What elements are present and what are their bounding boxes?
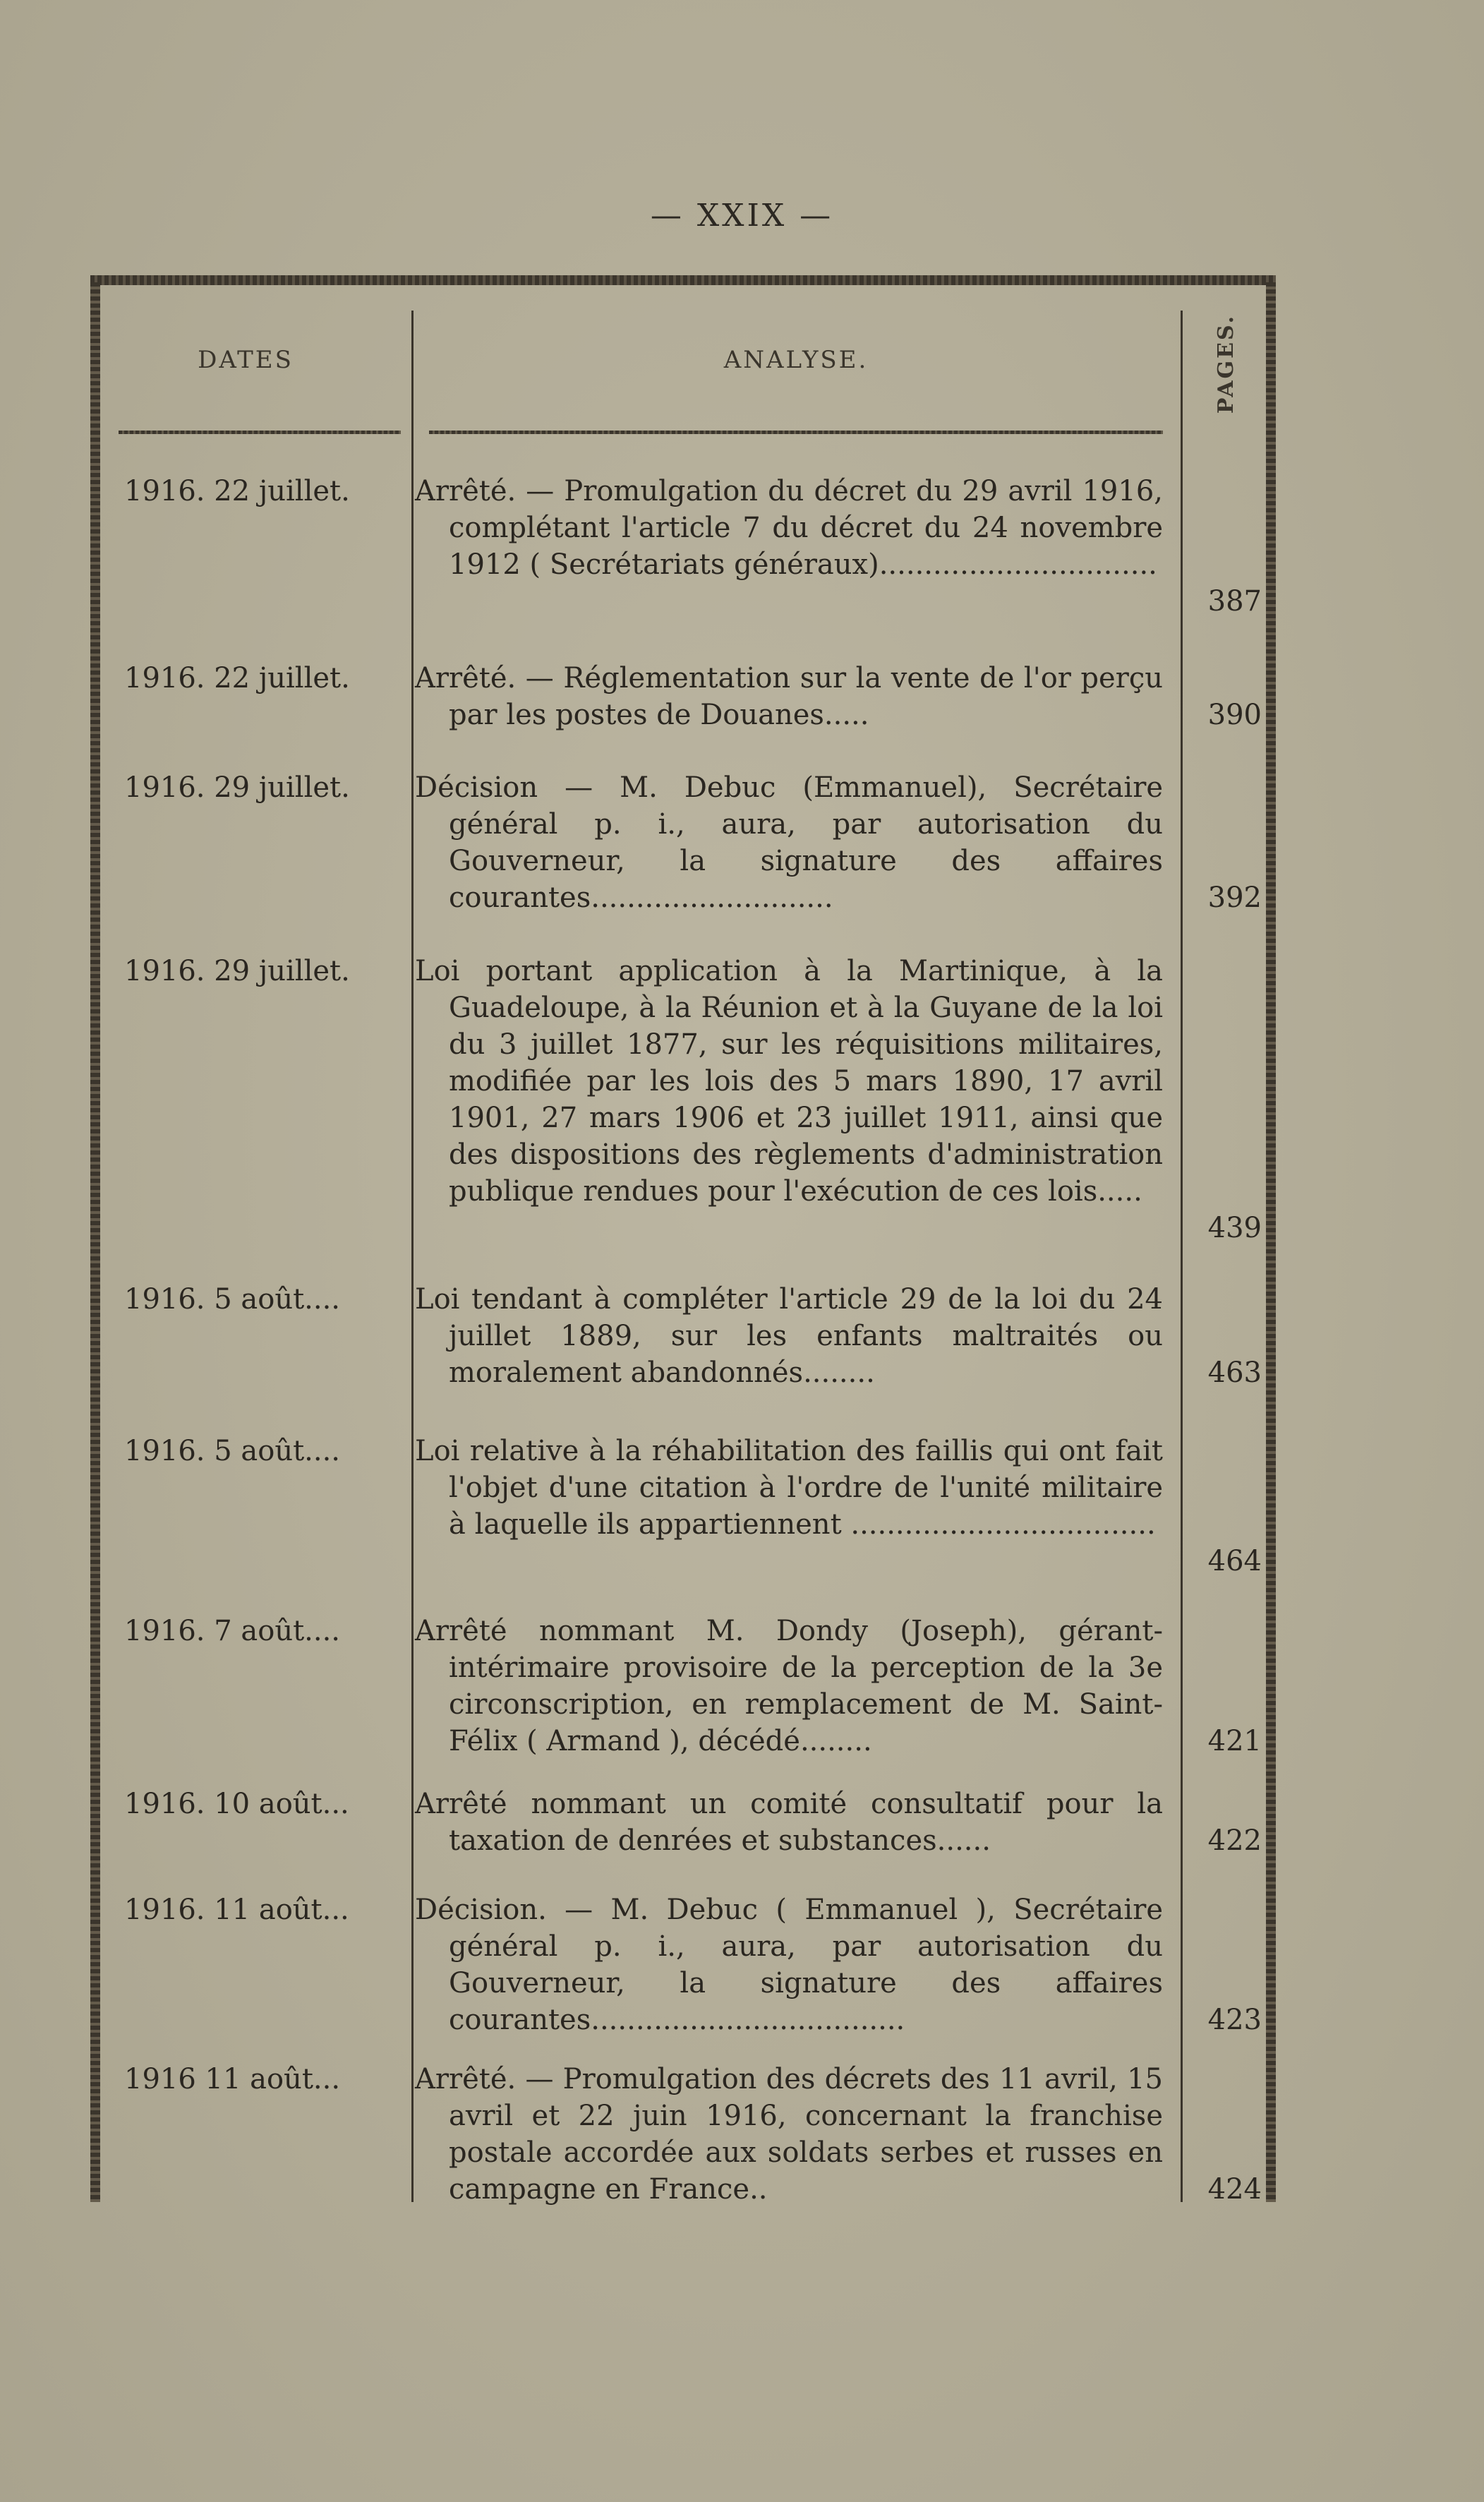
entry-page: 387 <box>1207 585 1262 618</box>
entry-date: 1916. 11 août... <box>124 1894 349 1926</box>
entry-analysis: Arrêté. — Réglementation sur la vente de l'or perçu par les postes de Douanes..... <box>415 662 1163 731</box>
entry-page: 421 <box>1207 1725 1262 1757</box>
header-underline-dates <box>119 431 401 434</box>
entry-date: 1916. 5 août.... <box>124 1435 341 1467</box>
entry-date: 1916. 5 août.... <box>124 1283 341 1316</box>
entry-analysis: Arrêté nommant M. Dondy (Joseph), gérant-intérimaire provisoire de la perception de la 3e circonscription, en remplacement de M. Saint-Félix ( Armand ), décédé........ <box>415 1615 1163 1757</box>
entry-analysis: Arrêté. — Promulgation du décret du 29 avril 1916, complétant l'article 7 du décret du 24 novembre 1912 ( Secrétariats généraux)............................... <box>415 475 1163 581</box>
table-right-rule <box>1266 282 1276 2202</box>
entry-analysis: Loi portant application à la Martinique, à la Guadeloupe, à la Réunion et à la Guyane de la loi du 3 juillet 1877, sur les réquisitions militaires, modifiée par les lois des 5 mars 1890, 17 avril 1901, 27 mars 1906 et 23 juillet 1911, ainsi que des dispositions des règlements d'administration publique rendues pour l'exécution de ces lois..... <box>415 955 1163 1208</box>
entry-page: 424 <box>1207 2173 1262 2206</box>
table-top-rule <box>90 275 1276 285</box>
entry-page: 463 <box>1207 1357 1262 1389</box>
entry-date: 1916. 22 juillet. <box>124 662 350 694</box>
column-header-pages-label: PAGES. <box>1214 313 1239 414</box>
entry-date: 1916. 10 août... <box>124 1788 349 1820</box>
entry-page: 423 <box>1207 2004 1262 2036</box>
entry-date: 1916 11 août... <box>124 2063 341 2095</box>
entry-page: 392 <box>1207 882 1262 914</box>
entry-date: 1916. 29 juillet. <box>124 771 350 804</box>
entry-date: 1916. 7 août.... <box>124 1615 341 1647</box>
entry-date: 1916. 22 juillet. <box>124 475 350 507</box>
entry-analysis: Loi tendant à compléter l'article 29 de la loi du 24 juillet 1889, sur les enfants maltraités ou moralement abandonnés........ <box>415 1283 1163 1389</box>
entry-page: 390 <box>1207 699 1262 731</box>
entry-analysis: Décision — M. Debuc (Emmanuel), Secrétaire général p. i., aura, par autorisation du Gouverneur, la signature des affaires courantes........................... <box>415 771 1163 914</box>
header-underline-analyse <box>429 431 1163 434</box>
column-header-pages <box>1191 311 1262 416</box>
table-left-rule <box>90 282 100 2202</box>
column-header-analyse: ANALYSE. <box>723 346 869 374</box>
column-divider-pages <box>1181 311 1183 2202</box>
entry-analysis: Arrêté. — Promulgation des décrets des 11 avril, 15 avril et 22 juin 1916, concernant la franchise postale accordée aux soldats serbes et russes en campagne en France.. <box>415 2063 1163 2206</box>
entry-analysis: Loi relative à la réhabilitation des faillis qui ont fait l'objet d'une citation à l'ordre de l'unité militaire à laquelle ils appartiennent .................................. <box>415 1435 1163 1541</box>
column-header-dates: DATES <box>198 346 294 374</box>
entry-analysis: Arrêté nommant un comité consultatif pour la taxation de denrées et substances...... <box>415 1788 1163 1857</box>
page-number: — XXIX — <box>650 198 834 234</box>
entry-page: 464 <box>1207 1545 1262 1577</box>
entry-date: 1916. 29 juillet. <box>124 955 350 987</box>
index-table <box>90 275 1276 2206</box>
entry-analysis: Décision. — M. Debuc ( Emmanuel ), Secrétaire général p. i., aura, par autorisation du Gouverneur, la signature des affaires courantes................................... <box>415 1894 1163 2036</box>
entry-page: 422 <box>1207 1824 1262 1857</box>
entry-page: 439 <box>1207 1212 1262 1244</box>
